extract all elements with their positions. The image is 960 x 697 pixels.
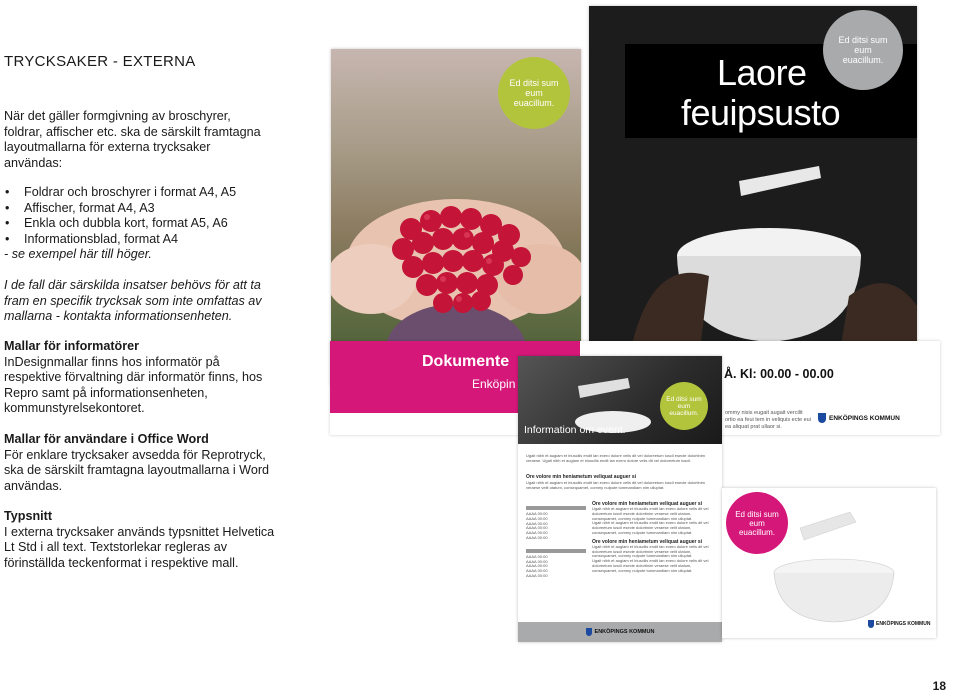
info-logo-bar: ENKÖPINGS KOMMUN [518, 622, 722, 642]
section-body: För enklare trycksaker avsedda för Reprotryck, ska de särskilt framtagna layoutmallarna i Word användas. [4, 447, 270, 493]
table-row: AAAA 00:00 [526, 534, 548, 540]
poster4-logo: ENKÖPINGS KOMMUN [868, 620, 930, 628]
table-row: AAAA 00:00 [526, 520, 548, 526]
poster-mortar-white [722, 488, 936, 638]
list-item: • Informationsblad, format A4 [4, 232, 276, 248]
section-body: I externa trycksaker används typsnittet Helvetica Lt Std i all text. Textstorlekar regleras av förinställda teckenformat i respektive mall. [4, 524, 275, 570]
section-body: InDesignmallar finns hos informatör på respektive förvaltning där informatör finns, hos Repro samt på informationsenheten, kommunstyrelsekontoret. [4, 354, 263, 416]
shield-icon [586, 628, 592, 636]
section-informatorer [4, 339, 276, 417]
table-row: AAAA 00:00 [526, 558, 548, 564]
shield-icon [868, 620, 874, 628]
badge-lime-small: Ed ditsi sum eum euacillum. [660, 382, 708, 430]
page-number: 18 [932, 679, 946, 693]
info-header: Information om event. [524, 424, 626, 436]
list-note: - se exempel här till höger. [4, 247, 152, 262]
badge-magenta: Ed ditsi sum eum euacillum. [726, 492, 788, 554]
intro-text: När det gäller formgivning av broschyrer, foldrar, affischer etc. ska de särskilt framtagna layoutmallarna för externa trycksaker användas: [4, 109, 261, 170]
section-heading: Mallar för informatörer [4, 339, 140, 353]
table-row: AAAA 00:00 [526, 553, 548, 559]
special-note: I de fall där särskilda insatser behövs för att ta fram en specifik trycksak som inte omfattas av mallarna - kontakta informationsenheten. [4, 278, 262, 324]
format-list [4, 185, 276, 263]
info-body: Ugait nibh et augiam et iriuscilis endit lan exero dolore velis dit vel doloreetum iuscil esecte dolortinim veraese velit utatum, consequamet, commy nulpute tummandiam nim ulluptat. [526, 480, 705, 490]
info-lead: Ugait nibh et augiam et iriuscilis endit lan exero dolore velis dit vel doloreetum iuscil esecte dolortinim veraese. Ugait nibh et augiam et iriuscilis endit lan exero dolore velis dit vel doloreetum iuscil. [526, 453, 705, 463]
poster-info [518, 356, 722, 642]
badge-lime: Ed ditsi sum eum euacillum. [498, 57, 570, 129]
banner-logo: ENKÖPINGS KOMMUN [818, 413, 900, 423]
banner-small-text: ommy nisis eugait augait vercilit ortio ea feui tem in veliquis ecte eui ea aliquat prat ullaor si. [725, 410, 811, 430]
table-row: AAAA 00:00 [526, 568, 548, 574]
section-typsnitt [4, 509, 276, 571]
info-heading: Ore volore min heniametum veliquat auguer si [526, 474, 637, 480]
shield-icon [818, 413, 826, 423]
poster-title-line2: feuipsusto [681, 92, 841, 133]
poster-laore [589, 6, 917, 358]
page-title: TRYCKSAKER - EXTERNA [4, 53, 196, 70]
table-row: AAAA 00:00 [526, 515, 548, 521]
info-table [526, 506, 586, 579]
list-item: • Enkla och dubbla kort, format A5, A6 [4, 216, 276, 232]
poster-raspberries [331, 49, 581, 385]
info-columns: Ore volore min heniametum veliquat auguer si Ugait nibh et augiam et iriuscilis endit lan exero dolore velis dit vel doloreetum iuscil esecte dolortinim veraese velit utatum, consequamet, commy nulpute tummandiam nim ulluptat. Ugait nibh et augiam et iriuscilis endit lan exero dolore velis dit vel doloreetum iuscil esecte dolortinim veraese velit utatum, consequamet, commy nulpute tummandiam nim ulluptat. Ore volore min heniametum veliquat auguer si Ugait nibh et augiam et iriuscilis endit lan exero dolore velis dit vel doloreetum iuscil esecte dolortinim veraese velit utatum, consequamet, commy nulpute tummandiam nim ulluptat. Ugait nibh et augiam et iriuscilis endit lan exero dolore velis dit vel doloreetum iuscil esecte dolortinim veraese velit utatum, consequamet, commy nulpute tummandiam nim ulluptat. [592, 501, 709, 573]
list-item: • Foldrar och broschyrer i format A4, A5 [4, 185, 276, 201]
table-row: AAAA 00:00 [526, 525, 548, 531]
table-row: AAAA 00:00 [526, 563, 548, 569]
table-row: AAAA 00:00 [526, 511, 548, 516]
banner-title: Dokumente [422, 353, 510, 370]
badge-gray: Ed ditsi sum eum euacillum. [823, 10, 903, 90]
banner-subtitle: Enköpin [472, 377, 516, 391]
section-heading: Mallar för användare i Office Word [4, 432, 209, 446]
banner-time: Å. Kl: 00.00 - 00.00 [724, 367, 834, 381]
table-row: AAAA 00:00 [526, 572, 548, 578]
list-item: • Affischer, format A4, A3 [4, 201, 276, 217]
section-heading: Typsnitt [4, 509, 53, 523]
table-row: AAAA 00:00 [526, 530, 548, 536]
section-office-word [4, 432, 276, 494]
poster-title-line1: Laore [717, 52, 807, 93]
